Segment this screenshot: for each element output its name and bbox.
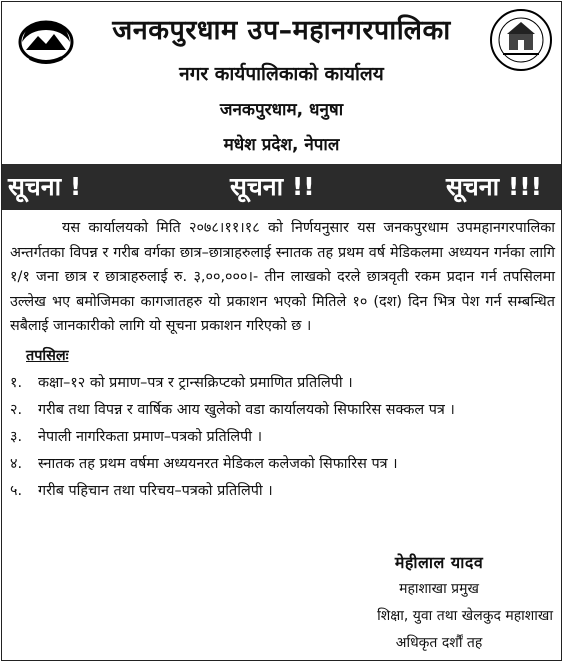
- banner-notice-right: सूचना !!!: [446, 172, 543, 201]
- signatory-rank: अधिकृत दर्शौं तह: [395, 635, 483, 651]
- list-item-number: ५.: [10, 482, 23, 499]
- list-item-text: गरीब पहिचान तथा परिचय–पत्रको प्रतिलिपी ।: [38, 482, 273, 499]
- notice-body: [10, 216, 555, 505]
- notice-banner: [2, 164, 561, 210]
- list-item-number: ४.: [10, 455, 23, 472]
- list-item-number: २.: [10, 401, 23, 418]
- office-province: मधेश प्रदेश, नेपाल: [223, 135, 340, 155]
- notice-header: [2, 2, 561, 162]
- list-item: [10, 478, 555, 505]
- banner-notice-center: सूचना !!: [230, 172, 315, 201]
- office-name: नगर कार्यपालिकाको कार्यालय: [179, 63, 384, 85]
- signatory-title: महाशाखा प्रमुख: [399, 581, 479, 597]
- list-item: [10, 424, 555, 451]
- list-item: [10, 370, 555, 397]
- notice-paragraph: यस कार्यालयको मिति २०७८।११।१८ को निर्णयनुसार यस जनकपुरधाम उपमहानगरपालिका अन्तर्गतका विपन्न र गरीब वर्गका छात्र–छात्राहरुलाई स्नातक तह प्रथम वर्ष मेडिकलमा अध्ययन गर्नका लागि १/१ जना छात्र र छात्राहरुलाई रु. ३,००,०००।- तीन लाखको दरले छात्रवृती रकम प्रदान गर्न तपसिलमा उल्लेख भए बमोजिमका कागजातहरु यो प्रकाशन भएको मितिले १० (दश) दिन भित्र पेश गर्न सम्बन्धित सबैलाई जानकारीको लागि यो सूचना प्रकाशन गरिएको छ ।: [10, 220, 555, 335]
- signatory-department: शिक्षा, युवा तथा खेलकुद महाशाखा: [377, 608, 553, 624]
- list-item-text: गरीब तथा विपन्न र वार्षिक आय खुलेको वडा कार्यालयको सिफारिस सक्कल पत्र ।: [38, 401, 455, 418]
- list-item: [10, 397, 555, 424]
- requirements-list: [10, 370, 555, 505]
- notice-document: [1, 1, 562, 661]
- office-address: जनकपुरधाम, धनुषा: [219, 100, 344, 120]
- list-item: [10, 451, 555, 478]
- list-item-number: ३.: [10, 428, 23, 445]
- signatory-name: मेहीलाल यादव: [394, 553, 484, 572]
- list-item-text: स्नातक तह प्रथम वर्षमा अध्ययनरत मेडिकल कलेजको सिफारिस पत्र ।: [38, 455, 398, 472]
- list-title: तपसिलः: [26, 347, 69, 364]
- list-item-number: १.: [10, 374, 23, 391]
- signature-block: [377, 549, 553, 657]
- list-item-text: कक्षा–१२ को प्रमाण–पत्र र ट्रान्सक्रिप्टको प्रमाणित प्रतिलिपी ।: [38, 374, 353, 391]
- banner-notice-left: सूचना !: [8, 172, 82, 201]
- municipality-title: जनकपुरधाम उप–महानगरपालिका: [112, 15, 451, 46]
- list-item-text: नेपाली नागरिकता प्रमाण–पत्रको प्रतिलिपी ।: [38, 428, 263, 445]
